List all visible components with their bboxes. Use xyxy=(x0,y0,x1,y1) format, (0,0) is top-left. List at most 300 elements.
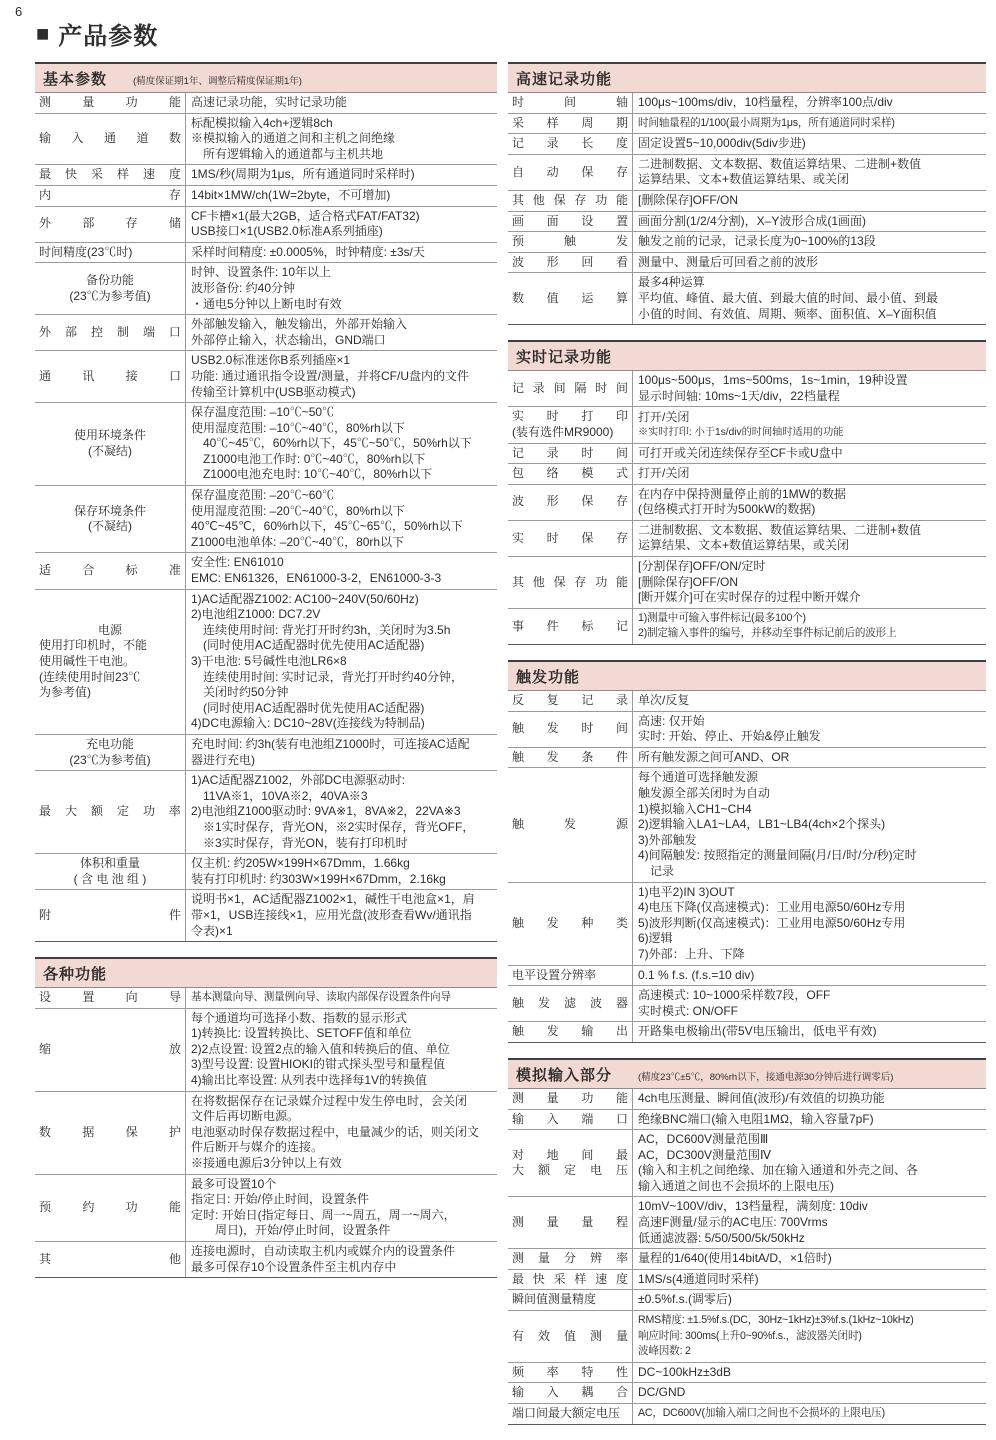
row-value xyxy=(633,1130,986,1196)
row-value-line: [分割保存]OFF/ON/定时 xyxy=(638,559,766,574)
row-value-line: 4)电压下降(仅高速模式)：工业用电源50/60Hz专用 xyxy=(638,900,906,915)
row-value-line: 3)外部触发 xyxy=(638,832,697,847)
row-value-line: 二进制数据、文本数据、数值运算结果、二进制+数值 xyxy=(638,522,922,537)
row-label-line: 画 面 设 置 xyxy=(512,213,628,228)
spec-row xyxy=(508,134,986,155)
spec-row xyxy=(508,1290,986,1311)
row-value-line: 0.1 % f.s. (f.s.=10 div) xyxy=(638,967,755,982)
row-value-line: 运算结果、文本+数值运算结果、或关闭 xyxy=(638,172,850,187)
row-value xyxy=(633,114,986,134)
row-value-line: CF卡槽×1(最大2GB，适合格式FAT/FAT32) xyxy=(191,208,420,223)
spec-row xyxy=(508,212,986,233)
row-value-line: 实时模式: ON/OFF xyxy=(638,1003,738,1018)
row-value xyxy=(633,1363,986,1383)
spec-row xyxy=(508,691,986,712)
row-value-line: 波形备份: 约40分钟 xyxy=(191,280,296,295)
row-value-line: 4)间隔触发: 按照指定的测量间隔(月/日/时/分/秒)定时 xyxy=(638,848,917,863)
row-value-line: 4)输出比率设置: 从列表中选择每1V的转换值 xyxy=(191,1073,428,1088)
row-label xyxy=(508,1110,633,1130)
spec-row xyxy=(508,609,986,645)
row-value-line: ±0.5%f.s.(调零后) xyxy=(638,1292,732,1307)
row-label xyxy=(508,1404,633,1424)
spec-row xyxy=(35,553,497,589)
row-label xyxy=(508,712,633,747)
row-label xyxy=(508,1197,633,1248)
row-value xyxy=(633,93,986,113)
row-value-line: 带×1，USB连接线×1，应用光盘(波形查看Wv/通讯指 xyxy=(191,907,472,922)
row-value xyxy=(633,966,986,986)
row-value-line: 使用湿度范围: –20℃~40℃，80%rh以下 xyxy=(191,503,405,518)
row-value xyxy=(633,986,986,1021)
row-label-line: 保存环境条件 xyxy=(73,503,146,518)
row-value-line: Z1000电池单体: –20℃~40℃，80rh以下 xyxy=(191,534,405,549)
row-value-line: 仅主机: 约205W×199H×67Dmm，1.66kg xyxy=(191,856,410,871)
row-value-line: 40℃~45℃，60%rh以下，45℃~65℃，50%rh以下 xyxy=(191,519,463,534)
spec-row xyxy=(508,407,986,443)
row-label xyxy=(508,883,633,965)
row-value-line: 基本测量向导、测量例向导、读取内部保存设置条件向导 xyxy=(191,991,451,1004)
row-value xyxy=(633,212,986,232)
row-label-line: 大 额 定 电 压 xyxy=(512,1163,628,1178)
row-value-line: 每个通道均可选择小数、指数的显示形式 xyxy=(191,1010,408,1025)
row-label-line: 波 形 回 看 xyxy=(512,254,628,269)
row-label xyxy=(508,114,633,134)
row-label-line: 通 讯 接 口 xyxy=(39,368,181,383)
row-value-line: 定时: 开始日(指定每日、周一~周五，周一~周六， xyxy=(191,1207,456,1222)
row-value xyxy=(633,521,986,556)
row-value-line: ※接通电源后3分钟以上有效 xyxy=(191,1156,342,1171)
spec-row xyxy=(35,854,497,890)
row-value-line: 开路集电极输出(带5V电压输出，低电平有效) xyxy=(638,1024,877,1039)
section-title: 高速记录功能 xyxy=(516,71,613,88)
row-value xyxy=(633,883,986,965)
row-label-line: 数 值 运 算 xyxy=(512,290,628,305)
row-label xyxy=(508,155,633,190)
row-label xyxy=(508,768,633,881)
row-label xyxy=(508,407,633,442)
row-label xyxy=(508,253,633,273)
row-value xyxy=(633,371,986,406)
section-note: (精度保证期1年、调整后精度保证期1年) xyxy=(133,76,302,87)
row-label-line: 瞬间值测量精度 xyxy=(512,1292,597,1307)
row-label-line: 使用打印机时，不能 xyxy=(39,638,148,653)
row-label-line: 对 地 间 最 xyxy=(512,1147,628,1162)
spec-section xyxy=(35,62,497,942)
row-value-line: 1)电平2)IN 3)OUT xyxy=(638,884,735,899)
row-label xyxy=(508,444,633,464)
row-label-line: 记 录 时 间 xyxy=(512,445,628,460)
row-value-line: 件后断开与媒介的连接。 xyxy=(191,1140,324,1155)
row-label xyxy=(508,1311,633,1362)
section-note: (精度23℃±5℃，80%rh以下，接通电源30分钟后进行调零后) xyxy=(638,1071,894,1083)
row-value-line: AC，DC300V测量范围Ⅳ xyxy=(638,1147,772,1162)
row-label xyxy=(35,403,186,485)
row-label-line: 内 存 xyxy=(39,187,181,202)
row-label-line: 体积和重量 xyxy=(79,856,140,871)
row-value-line: 固定设置5~10,000div(5div步进) xyxy=(638,136,806,151)
row-value-line: 文件后再切断电源。 xyxy=(191,1109,300,1124)
row-label-line: 附 件 xyxy=(39,907,181,922)
row-value xyxy=(186,1009,497,1091)
row-value-line: 充电时间: 约3h(装有电池组Z1000时，可连接AC适配 xyxy=(191,736,470,751)
row-value-line: ・通电5分钟以上断电时有效 xyxy=(191,296,342,311)
section-title: 模拟输入部分 xyxy=(516,1066,613,1084)
row-label-line: 频 率 特 性 xyxy=(512,1364,628,1379)
spec-row xyxy=(508,485,986,521)
spec-row xyxy=(508,114,986,135)
row-value-line: USB2.0标准迷你B系列插座×1 xyxy=(191,353,351,368)
row-value-line: 标配模拟输入4ch+逻辑8ch xyxy=(191,115,333,130)
section-title: 实时记录功能 xyxy=(516,349,613,367)
row-value-line: [断开媒介]可在实时保存的过程中断开媒介 xyxy=(638,590,861,605)
row-label-line: 端口间最大额定电压 xyxy=(512,1406,621,1420)
row-label-line: 测 量 量 程 xyxy=(512,1215,628,1230)
row-label-line: 外 部 存 储 xyxy=(39,216,181,231)
spec-row xyxy=(508,464,986,485)
row-value xyxy=(633,485,986,520)
row-value-line: 每个通道可选择触发源 xyxy=(638,770,759,785)
row-label-line: 触 发 源 xyxy=(512,817,628,832)
page-title-text: 产品参数 xyxy=(58,23,159,50)
spec-row xyxy=(508,1130,986,1197)
spec-row xyxy=(35,207,497,243)
row-value xyxy=(633,768,986,881)
row-label xyxy=(508,464,633,484)
row-label-line: 预 约 功 能 xyxy=(39,1200,181,1215)
row-value xyxy=(186,735,497,770)
row-value xyxy=(633,464,986,484)
row-label xyxy=(508,748,633,768)
row-label xyxy=(508,557,633,608)
section-header xyxy=(508,660,986,691)
row-value-line: 器进行充电) xyxy=(191,752,255,767)
row-value-line: 2)电池组Z1000: DC7.2V xyxy=(191,607,321,622)
spec-row xyxy=(35,93,497,114)
row-value-line: [删除保存]OFF/ON xyxy=(638,574,738,589)
row-label-line: 触 发 时 间 xyxy=(512,721,628,736)
row-value-line: RMS精度: ±1.5%f.s.(DC，30Hz~1kHz)±3%f.s.(1kHz~10kHz) xyxy=(638,1314,914,1327)
row-value-line: 6)逻辑 xyxy=(638,931,673,946)
row-label xyxy=(35,1242,186,1277)
row-value-line: 测量中、测量后可回看之前的波形 xyxy=(638,254,819,269)
row-label-line: 波 形 保 存 xyxy=(512,494,628,509)
spec-row xyxy=(508,1311,986,1363)
row-value xyxy=(633,691,986,711)
row-label xyxy=(508,134,633,154)
row-value-line: 可打开或关闭连续保存至CF卡或U盘中 xyxy=(638,445,843,460)
section-title: 各种功能 xyxy=(43,966,108,984)
row-label-line: 触 发 滤 波 器 xyxy=(512,995,628,1010)
row-value-line: 7)外部：上升、下降 xyxy=(638,946,745,961)
row-label-line: 采 样 周 期 xyxy=(512,115,628,130)
row-value-line: 说明书×1，AC适配器Z1002×1，碱性干电池盒×1，肩 xyxy=(191,892,475,907)
row-value xyxy=(186,1175,497,1241)
row-value-line: 保存温度范围: –10℃~50℃ xyxy=(191,405,335,420)
row-label-line: 电平设置分辨率 xyxy=(512,967,597,982)
row-value xyxy=(186,243,497,263)
row-value xyxy=(186,186,497,206)
row-value xyxy=(186,114,497,165)
row-value-line: 2)电池组Z1000驱动时: 9VA※1，8VA※2，22VA※3 xyxy=(191,804,461,819)
row-label xyxy=(508,986,633,1021)
spec-row xyxy=(35,1009,497,1092)
row-value-line: 低通滤波器: 5/50/500/5k/50kHz xyxy=(638,1230,805,1245)
section-header xyxy=(508,1058,986,1089)
row-label xyxy=(508,485,633,520)
row-label xyxy=(35,988,186,1008)
row-value xyxy=(186,207,497,242)
row-value-line: 显示时间轴: 10ms~1天/div，22档量程 xyxy=(638,388,840,403)
row-value xyxy=(186,486,497,552)
row-value-line: (包络模式打开时为500kW的数据) xyxy=(638,502,816,517)
row-value xyxy=(633,712,986,747)
page-title xyxy=(36,16,158,51)
row-value-line: 高速记录功能，实时记录功能 xyxy=(191,95,348,109)
spec-row xyxy=(508,1363,986,1384)
row-value-line: AC，DC600V测量范围Ⅲ xyxy=(638,1132,769,1147)
spec-row xyxy=(508,1089,986,1110)
row-label xyxy=(508,1130,633,1196)
row-label-line: 实 时 打 印 xyxy=(512,409,628,424)
row-value-line: 波峰因数: 2 xyxy=(638,1345,691,1358)
row-value-line: 1)AC适配器Z1002，外部DC电源驱动时: xyxy=(191,773,406,788)
row-value xyxy=(633,191,986,211)
row-label-line: 触 发 种 类 xyxy=(512,915,628,930)
row-value-line: 2)逻辑输入LA1~LA4，LB1~LB4(4ch×2个探头) xyxy=(638,817,886,832)
row-label xyxy=(35,351,186,402)
row-label-line: 适 合 标 准 xyxy=(39,563,181,578)
row-value-line: 10mV~100V/div，13档量程，满刻度: 10div xyxy=(638,1199,868,1214)
row-label-line: 设 置 向 导 xyxy=(39,990,181,1005)
spec-section xyxy=(508,62,986,325)
row-value-line: 采样时间精度: ±0.0005%，时钟精度: ±3s/天 xyxy=(191,244,425,259)
row-value-line: 画面分割(1/2/4分割)，X–Y波形合成(1画面) xyxy=(638,213,867,228)
row-value-line: 连接电源时，自动读取主机内或媒介内的设置条件 xyxy=(191,1244,456,1258)
row-label xyxy=(35,186,186,206)
row-value-line: 连续使用时间: 实时记录，背光打开时约40分钟， xyxy=(191,669,464,684)
row-value-line: 11VA※1，10VA※2，40VA※3 xyxy=(191,788,368,803)
spec-row xyxy=(508,155,986,191)
row-value-line: 时钟、设置条件: 10年以上 xyxy=(191,265,332,280)
row-value-line: 1MS/秒(周期为1μs，所有通道同时采样时) xyxy=(191,167,415,182)
spec-row xyxy=(508,748,986,769)
row-label-line: 其 他 xyxy=(39,1251,181,1266)
row-value xyxy=(186,263,497,314)
spec-section xyxy=(508,1058,986,1425)
row-label xyxy=(35,590,186,734)
row-value-line: 使用湿度范围: –10℃~40℃，80%rh以下 xyxy=(191,420,405,435)
row-value xyxy=(186,771,497,853)
row-value-line: 传输至计算机中(USB驱动模式) xyxy=(191,384,356,399)
spec-row xyxy=(35,165,497,186)
spec-row xyxy=(35,263,497,315)
row-value-line: 外部触发输入，触发输出，外部开始输入 xyxy=(191,317,408,332)
row-label-line: 时 间 轴 xyxy=(512,95,628,109)
spec-row xyxy=(508,966,986,987)
row-label xyxy=(508,966,633,986)
row-value xyxy=(186,890,497,941)
row-value-line: 100μs~100ms/div，10档量程，分辨率100点/div xyxy=(638,95,893,109)
spec-row xyxy=(35,486,497,553)
row-value xyxy=(633,1290,986,1310)
spec-row xyxy=(35,186,497,207)
row-value-line: 时间轴量程的1/100(最小周期为1μs，所有通道同时采样) xyxy=(638,116,895,129)
spec-row xyxy=(35,351,497,403)
row-value-line: (同时使用AC适配器时优先使用AC适配器) xyxy=(191,638,425,653)
row-value-line: 最多4种运算 xyxy=(638,275,705,290)
row-value-line: DC/GND xyxy=(638,1385,686,1400)
spec-row xyxy=(35,988,497,1009)
row-value xyxy=(633,609,986,644)
row-value-line: 高速F测量/显示的AC电压: 700Vrms xyxy=(638,1215,828,1230)
section-title: 触发功能 xyxy=(516,669,581,687)
row-value-line: 记录 xyxy=(638,863,675,878)
row-value-line: 安全性: EN61010 xyxy=(191,555,284,570)
row-value-line: EMC: EN61326，EN61000-3-2，EN61000-3-3 xyxy=(191,571,442,586)
row-label-line: (不凝结) xyxy=(88,444,132,459)
row-value-line: Z1000电池工作时: 0℃~40℃，80%rh以下 xyxy=(191,451,426,466)
row-label-line: 输 入 通 道 数 xyxy=(39,131,181,146)
row-label-line: 触 发 条 件 xyxy=(512,749,628,764)
row-value-line: 所有触发源之间可AND、OR xyxy=(638,749,790,764)
row-value-line: DC~100kHz±3dB xyxy=(638,1364,731,1379)
row-value xyxy=(633,1270,986,1290)
row-value-line: 功能: 通过通讯指令设置/测量，并将CF/U盘内的文件 xyxy=(191,368,469,383)
spec-row xyxy=(508,93,986,114)
row-value xyxy=(633,273,986,324)
row-label xyxy=(508,1383,633,1403)
spec-row xyxy=(508,521,986,557)
spec-row xyxy=(508,371,986,407)
row-value-line: ※实时打印: 小于1s/div的时间轴时适用的功能 xyxy=(638,426,844,438)
row-label xyxy=(508,1089,633,1109)
row-value xyxy=(633,557,986,608)
row-label-line: (23℃为参考值) xyxy=(69,288,151,303)
section-header xyxy=(35,62,497,93)
spec-row xyxy=(508,768,986,882)
row-label-line: (连续使用时间23℃ xyxy=(39,669,141,684)
row-value-line: 响应时间: 300ms(上升0~90%f.s.，滤波器关闭时) xyxy=(638,1329,862,1342)
spec-row xyxy=(508,986,986,1022)
row-label-line: (装有选件MR9000) xyxy=(512,424,614,439)
row-label-line: 时间精度(23℃时) xyxy=(39,244,133,259)
row-value-line: ※3实时保存，背光ON，装有打印机时 xyxy=(191,835,408,850)
row-label-line: 反 复 记 录 xyxy=(512,693,628,708)
row-value-line: 单次/反复 xyxy=(638,693,690,708)
row-label xyxy=(35,207,186,242)
row-label xyxy=(508,1290,633,1310)
spec-row xyxy=(35,1175,497,1242)
row-label-line: 缩 放 xyxy=(39,1041,181,1056)
spec-row xyxy=(508,1404,986,1425)
row-value xyxy=(633,1404,986,1424)
row-value-line: 2)制定输入事件的编号，并移动至事件标记前后的波形上 xyxy=(638,627,897,640)
row-label-line: 充电功能 xyxy=(85,736,134,751)
row-value-line: Z1000电池充电时: 10℃~40℃，80%rh以下 xyxy=(191,467,433,482)
row-label-line: 其 他 保 存 功 能 xyxy=(512,574,628,589)
row-label xyxy=(35,854,186,889)
row-value-line: 平均值、峰值、最大值、到最大值的时间、最小值、到最 xyxy=(638,290,939,305)
spec-row xyxy=(508,191,986,212)
row-value-line: 4ch电压测量、瞬间值(波形)/有效值的切换功能 xyxy=(638,1090,885,1105)
row-value xyxy=(633,1383,986,1403)
row-label xyxy=(508,521,633,556)
row-label-line: 预 触 发 xyxy=(512,234,628,249)
spec-row xyxy=(35,590,497,735)
row-value-line: 触发源全部关闭时为自动 xyxy=(638,786,771,800)
row-value xyxy=(186,403,497,485)
row-label xyxy=(35,1009,186,1091)
row-label xyxy=(35,553,186,588)
row-label xyxy=(35,1175,186,1241)
spec-section xyxy=(508,660,986,1043)
spec-row xyxy=(508,883,986,966)
row-label-line: 外 部 控 制 端 口 xyxy=(39,324,181,339)
row-value-line: 输入通道之间也不会损坏的上限电压) xyxy=(638,1178,834,1193)
row-value-line: ※模拟输入的通道之间和主机之间绝缘 xyxy=(191,131,396,146)
row-value-line: 保存温度范围: –20℃~60℃ xyxy=(191,488,335,503)
row-value-line: 小值的时间、有效值、周期、频率、面积值、X–Y面积值 xyxy=(638,306,937,321)
row-value xyxy=(633,1249,986,1269)
row-label xyxy=(35,735,186,770)
row-label xyxy=(508,273,633,324)
row-value-line: 连续使用时间: 背光打开时约3h，关闭时为3.5h xyxy=(191,622,451,637)
row-label xyxy=(35,263,186,314)
row-label-line: 使用环境条件 xyxy=(73,428,146,443)
row-value-line: 打开/关闭 xyxy=(638,410,690,425)
row-label xyxy=(35,114,186,165)
row-value xyxy=(633,134,986,154)
row-value xyxy=(186,988,497,1008)
row-value-line: 触发之前的记录，记录长度为0~100%的13段 xyxy=(638,234,876,249)
row-value-line: AC，DC600V(加输入端口之间也不会损坏的上限电压) xyxy=(638,1407,885,1419)
black-square-icon: ■ xyxy=(36,20,51,46)
section-header xyxy=(508,62,986,93)
row-label-line: 记 录 间 隔 时 间 xyxy=(512,380,628,395)
row-value xyxy=(633,232,986,252)
row-label xyxy=(508,1249,633,1269)
row-value-line: 绝缘BNC端口(输入电阻1MΩ，输入容量7pF) xyxy=(638,1111,874,1126)
spec-row xyxy=(508,1270,986,1291)
row-label-line: 触 发 输 出 xyxy=(512,1024,628,1039)
row-label xyxy=(508,609,633,644)
row-label-line: 数 据 保 护 xyxy=(39,1124,181,1139)
row-label-line: 记 录 长 度 xyxy=(512,136,628,151)
row-label xyxy=(508,691,633,711)
row-value xyxy=(633,155,986,190)
row-label xyxy=(35,315,186,350)
row-value-line: 关闭时约50分钟 xyxy=(191,685,289,700)
row-value-line: 运算结果、文本+数值运算结果，或关闭 xyxy=(638,538,850,553)
row-value-line: [删除保存]OFF/ON xyxy=(638,192,738,207)
spec-row xyxy=(508,557,986,609)
left-column xyxy=(35,62,497,1293)
row-label xyxy=(35,890,186,941)
row-label-line: ( 含 电 池 组 ) xyxy=(73,871,147,886)
row-value-line: 实时: 开始、停止、开始&停止触发 xyxy=(638,729,821,744)
row-label-line: 自 动 保 存 xyxy=(512,164,628,179)
row-value-line: 在内存中保持测量停止前的1MW的数据 xyxy=(638,486,846,501)
row-value xyxy=(186,1242,497,1277)
row-label-line: 输 入 端 口 xyxy=(512,1111,628,1126)
row-label xyxy=(508,1022,633,1042)
row-value-line: ※1实时保存，背光ON，※2实时保存，背光OFF， xyxy=(191,819,475,834)
section-header xyxy=(508,340,986,371)
row-value-line: (同时使用AC适配器时优先使用AC适配器) xyxy=(191,700,425,715)
row-label-line: 输 入 耦 合 xyxy=(512,1385,628,1400)
row-value-line: 二进制数据、文本数据、数值运算结果、二进制+数值 xyxy=(638,156,922,171)
row-value-line: 40℃~45℃，60%rh以下，45℃~50℃，50%rh以下 xyxy=(191,436,472,451)
